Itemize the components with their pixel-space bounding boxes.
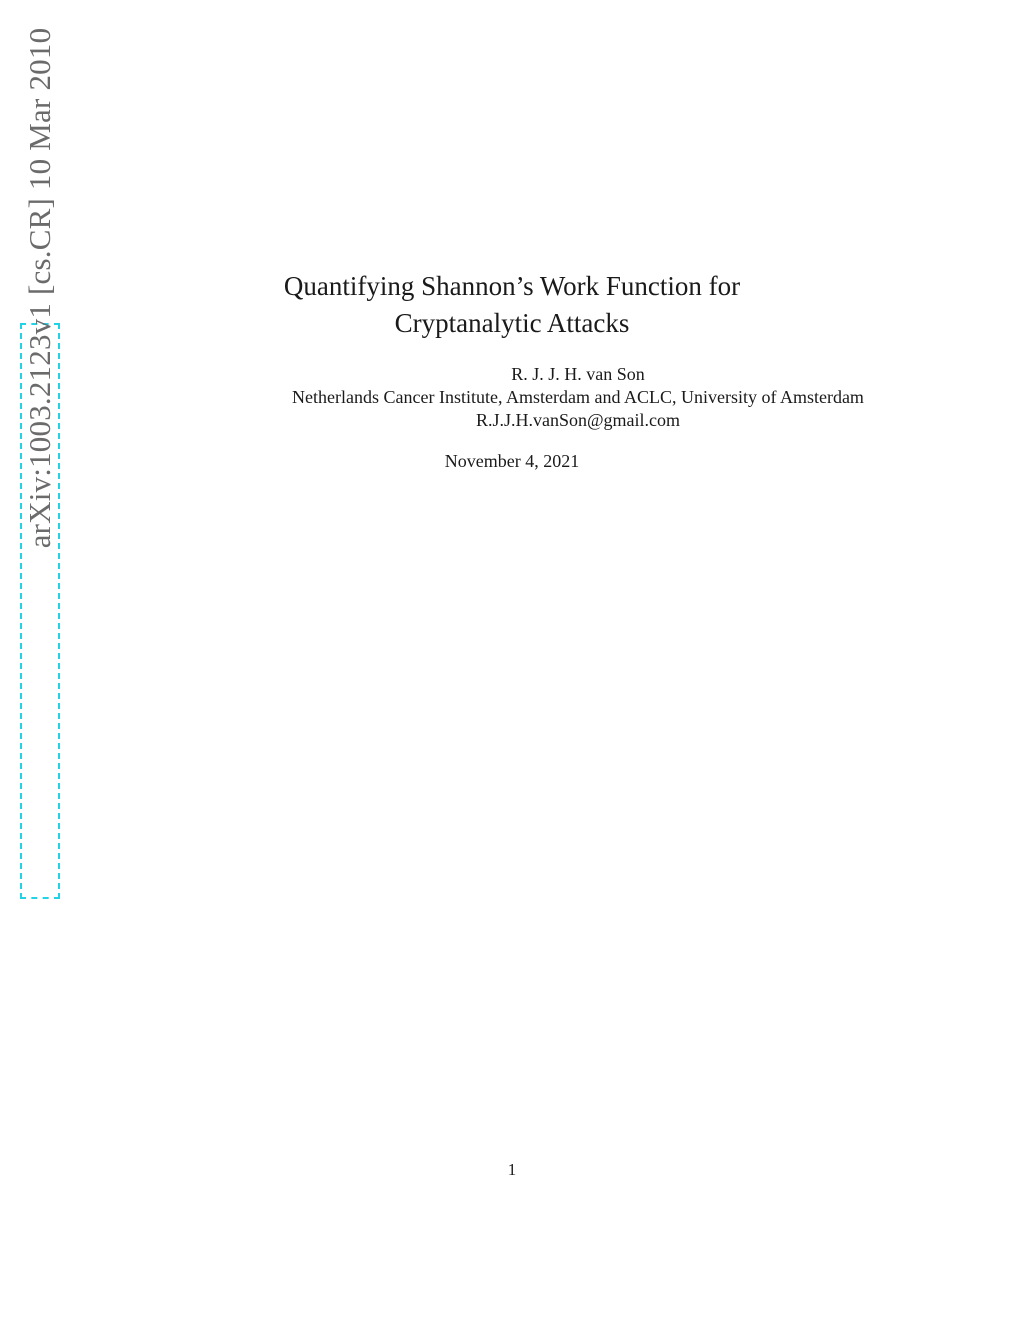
arxiv-identifier[interactable]: arXiv:1003.2123v1 [cs.CR] 10 Mar 2010 <box>22 27 57 549</box>
paper-date: November 4, 2021 <box>444 451 580 471</box>
paper-title-line-2: Cryptanalytic Attacks <box>394 308 630 338</box>
author-name: R. J. J. H. van Son <box>511 364 645 384</box>
author-affiliation: Netherlands Cancer Institute, Amsterdam and ACLC, University of Amsterdam <box>292 387 864 407</box>
author-block <box>234 363 922 432</box>
page-number: 1 <box>507 1160 517 1179</box>
paper-title <box>0 268 1024 342</box>
author-email[interactable]: R.J.J.H.vanSon@gmail.com <box>475 410 681 430</box>
paper-title-line-1: Quantifying Shannon’s Work Function for <box>283 271 741 301</box>
